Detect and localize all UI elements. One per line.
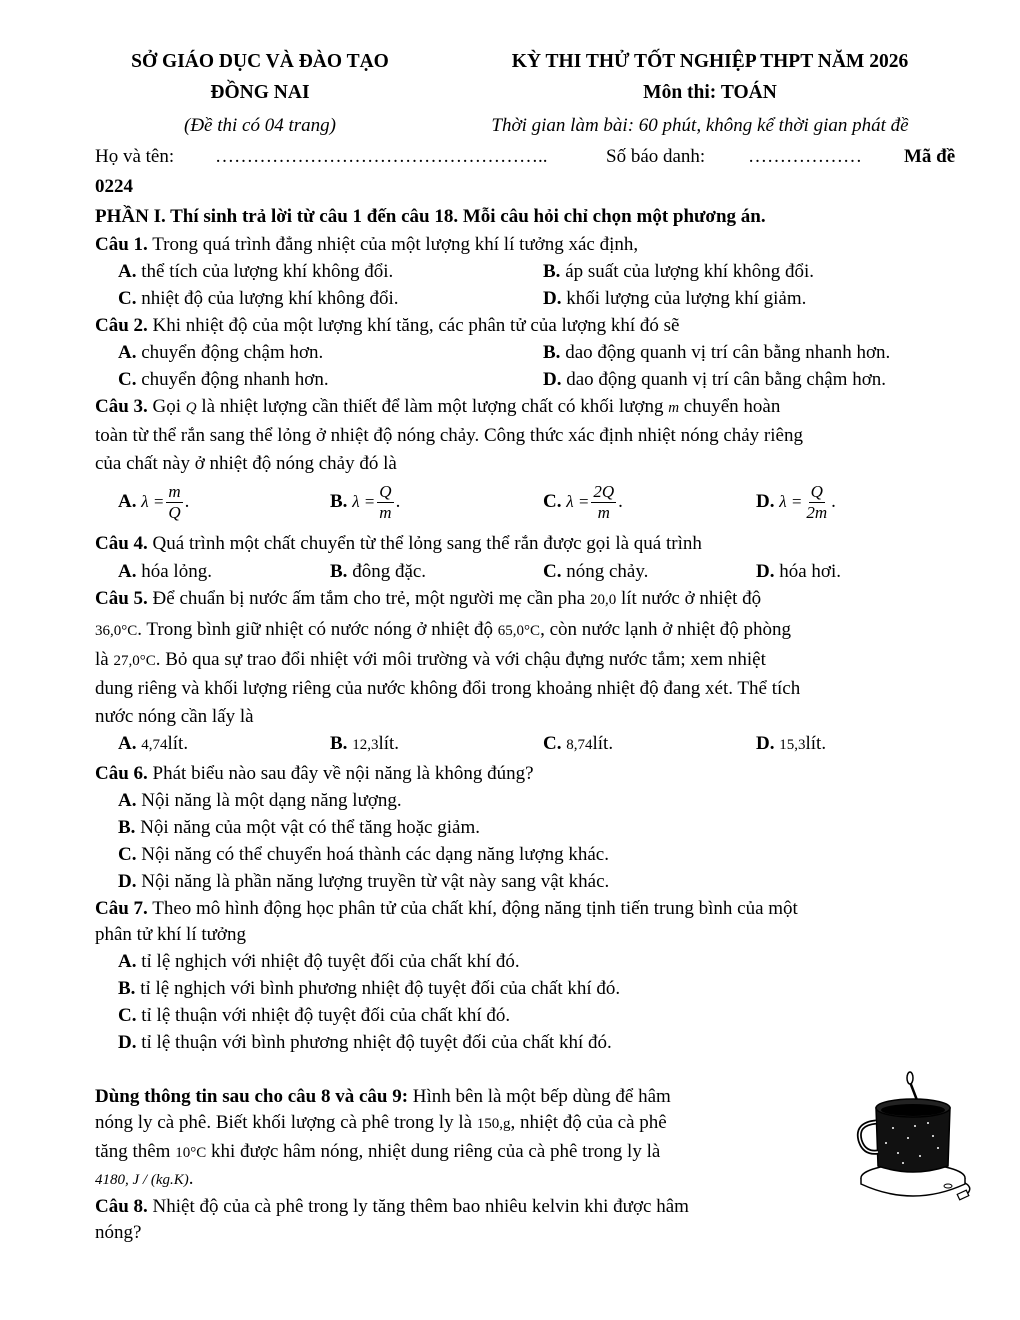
q3-option-b: B. λ = $\frac{Q}{m}$ .: [330, 482, 401, 522]
q2-option-c: C. chuyển động nhanh hơn.: [118, 369, 329, 390]
question-8-line-2: nóng?: [95, 1222, 142, 1243]
question-3-line-2: toàn từ thể rắn sang thể lỏng ở nhiệt độ nóng chảy. Công thức xác định nhiệt nóng chảy riêng: [95, 425, 803, 446]
sbd-label: Số báo danh:: [606, 146, 706, 167]
sbd-dots: ………………: [748, 146, 862, 167]
pages-note: (Đề thi có 04 trang): [184, 115, 336, 136]
exam-title: KỲ THI THỬ TỐT NGHIỆP THPT NĂM 2026: [511, 51, 909, 72]
info-q8-q9-line-2: nóng ly cà phê. Biết khối lượng cà phê trong ly là 150,g, nhiệt độ của cà phê: [95, 1112, 667, 1133]
q5-option-a: A. 4,74lít.: [118, 733, 189, 754]
question-label: Câu 1.: [95, 234, 148, 255]
question-2: Câu 2. Khi nhiệt độ của một lượng khí tăng, các phân tử của lượng khí đó sẽ: [95, 315, 680, 336]
name-label: Họ và tên:: [95, 146, 175, 167]
q3-option-a: A. λ = $\frac{m}{Q}$ .: [118, 482, 190, 522]
q1-option-a: A. thể tích của lượng khí không đổi.: [118, 261, 394, 282]
question-5-line-4: dung riêng và khối lượng riêng của nước không đổi trong khoảng nhiệt độ đang xét. Thể tích: [95, 678, 801, 699]
question-6: Câu 6. Phát biểu nào sau đây về nội năng là không đúng?: [95, 763, 534, 784]
question-5-line-3: là 27,0°C. Bỏ qua sự trao đổi nhiệt với môi trường và với chậu đựng nước tắm; xem nhiệt: [95, 649, 766, 670]
department-line-1: SỞ GIÁO DỤC VÀ ĐÀO TẠO: [131, 51, 389, 72]
section-1-title: PHẦN I. Thí sinh trả lời từ câu 1 đến câu 18. Mỗi câu hỏi chỉ chọn một phương án.: [95, 206, 766, 227]
question-4: Câu 4. Quá trình một chất chuyển từ thể lỏng sang thể rắn được gọi là quá trình: [95, 533, 702, 554]
q4-option-d: D. hóa hơi.: [756, 561, 841, 582]
question-5-line-2: 36,0°C. Trong bình giữ nhiệt có nước nóng ở nhiệt độ 65,0°C, còn nước lạnh ở nhiệt độ phòng: [95, 619, 792, 640]
coffee-mug-warmer-icon: [848, 1068, 978, 1208]
q2-option-b: B. dao động quanh vị trí cân bằng nhanh hơn.: [543, 342, 891, 363]
exam-code-value: 0224: [95, 176, 133, 197]
q5-option-b: B. 12,3lít.: [330, 733, 400, 754]
question-7: Câu 7. Theo mô hình động học phân tử của chất khí, động năng tịnh tiến trung bình của một: [95, 898, 798, 919]
q2-option-d: D. dao động quanh vị trí cân bằng chậm hơn.: [543, 369, 887, 390]
question-1: [95, 233, 638, 257]
name-dots: ……………………………………………..: [215, 146, 548, 167]
question-8: Câu 8. Nhiệt độ của cà phê trong ly tăng thêm bao nhiêu kelvin khi được hâm: [95, 1196, 689, 1217]
info-q8-q9-line-1: Dùng thông tin sau cho câu 8 và câu 9: Hình bên là một bếp dùng để hâm: [95, 1086, 671, 1107]
question-5-line-5: nước nóng cần lấy là: [95, 706, 254, 727]
q6-option-c: C. Nội năng có thể chuyển hoá thành các dạng năng lượng khác.: [118, 844, 609, 865]
time-note: Thời gian làm bài: 60 phút, không kể thời gian phát đề: [491, 115, 909, 136]
q6-option-b: B. Nội năng của một vật có thể tăng hoặc giảm.: [118, 817, 480, 838]
question-3: Câu 3. Gọi Q là nhiệt lượng cần thiết để làm một lượng chất có khối lượng m chuyển hoàn: [95, 396, 781, 417]
q4-option-b: B. đông đặc.: [330, 561, 427, 582]
info-q8-q9-line-4: 4180, J / (kg.K).: [95, 1168, 194, 1189]
q5-option-d: D. 15,3lít.: [756, 733, 827, 754]
q1-option-d: D. khối lượng của lượng khí giảm.: [543, 288, 807, 309]
q3-option-c: C. λ = $\frac{2Q}{m}$ .: [543, 482, 623, 522]
q4-option-a: A. hóa lỏng.: [118, 561, 212, 582]
q1-option-b: B. áp suất của lượng khí không đổi.: [543, 261, 815, 282]
q5-option-c: C. 8,74lít.: [543, 733, 614, 754]
q7-option-d: D. tỉ lệ thuận với bình phương nhiệt độ tuyệt đối của chất khí đó.: [118, 1032, 612, 1053]
department-line-2: ĐỒNG NAI: [210, 82, 310, 103]
info-q8-q9-line-3: tăng thêm 10°C khi được hâm nóng, nhiệt dung riêng của cà phê trong ly là: [95, 1141, 661, 1162]
q3-option-d: D. λ = $\frac{Q}{2m}$ .: [756, 482, 836, 522]
q1-option-c: C. nhiệt độ của lượng khí không đổi.: [118, 288, 399, 309]
question-text: Trong quá trình đẳng nhiệt của một lượng khí lí tưởng xác định,: [152, 234, 639, 255]
q4-option-c: C. nóng chảy.: [543, 561, 649, 582]
exam-code-label: Mã đề: [904, 146, 956, 167]
q6-option-d: D. Nội năng là phần năng lượng truyền từ vật này sang vật khác.: [118, 871, 610, 892]
q6-option-a: A. Nội năng là một dạng năng lượng.: [118, 790, 402, 811]
q7-option-c: C. tỉ lệ thuận với nhiệt độ tuyệt đối của chất khí đó.: [118, 1005, 511, 1026]
q2-option-a: A. chuyển động chậm hơn.: [118, 342, 324, 363]
question-3-line-3: của chất này ở nhiệt độ nóng chảy đó là: [95, 453, 397, 474]
subject: Môn thi: TOÁN: [643, 82, 777, 103]
q7-option-b: B. tỉ lệ nghịch với bình phương nhiệt độ tuyệt đối của chất khí đó.: [118, 978, 621, 999]
q7-option-a: A. tỉ lệ nghịch với nhiệt độ tuyệt đối của chất khí đó.: [118, 951, 520, 972]
question-5: Câu 5. Để chuẩn bị nước ấm tắm cho trẻ, một người mẹ cần pha 20,0 lít nước ở nhiệt độ: [95, 588, 762, 609]
question-7-line-2: phân tử khí lí tưởng: [95, 924, 246, 945]
